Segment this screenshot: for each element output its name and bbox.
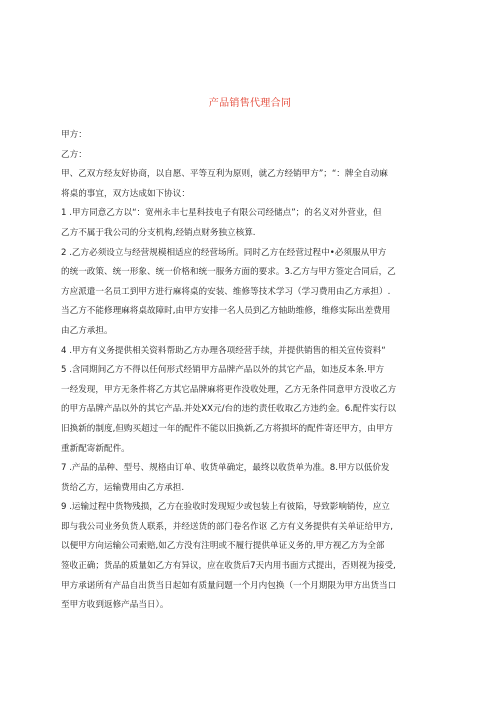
document-line: 的统一政策、统一形象、统一价格和统一服务方面的要求。3.乙方与甲方签定合同后，乙 [61, 267, 396, 278]
document-line: 的甲方品牌产品以外的其它产品.并处XX元/台的违约责任收取乙方违约金。6.配件实行以 [61, 404, 396, 415]
document-title: 产品销售代理合同 [208, 98, 292, 109]
document-line: 2 .乙方必须设立与经营规模相适应的经营场所。同时乙方在经营过程中•必须服从甲方 [61, 247, 387, 258]
document-line: 7 .产品的品种、型号、规格由订单、收货单确定，最终以收货单为准。8.甲方以低价发 [61, 463, 390, 474]
document-line: 将桌的事宜，双方达成如下协议： [61, 188, 190, 199]
document-line: 9 .运输过程中货物残损，乙方在验收时发现短少或包装上有彼陷，导致影响销传，应立 [61, 502, 390, 513]
document-line: 4 .甲方有义务提供相关资料帮助乙方办理各项经营手续，并提供销售的相关宣传资料“ [61, 345, 386, 356]
document-line: 以便甲方向运输公司索赔,如乙方没有注明或不履行提供单证义务的,甲方视乙方为全部 [61, 541, 385, 552]
document-line: 甲、乙双方经友好协商，以自愿、平等互利为原则，就乙方经销甲方”；“：牌全自动麻 [61, 169, 388, 180]
document-line: 乙方： [61, 149, 87, 160]
document-line: 甲方： [61, 130, 87, 140]
document-line: 重新配寄新配件。 [61, 443, 130, 454]
document-line: 货给乙方，运输费用由乙方承担. [61, 482, 185, 493]
document-line: 旧换新的制度,但购买超过一年的配件不能以旧换新,乙方将损坏的配件寄还甲方，由甲方 [61, 423, 394, 434]
document-line: 甲方承诺所有产品自出货当日起如有质量问题一个月内包换（一个月期限为甲方出货当口 [61, 580, 397, 591]
document-line: 签收正确；货品的质量如乙方有异议，应在收货后7天内用书面方式提出，否则视为接受, [61, 561, 396, 572]
document-line: 至甲方收到返修产品当日）。 [61, 600, 169, 611]
document-line: 方应派遣一名员工到甲方进行麻将桌的安装、维修等技术学习（学习费用由乙方承担）. [61, 286, 391, 297]
document-line: 乙方不属于我公司的分支机构,经销点财务独立核算. [61, 227, 256, 238]
document-line: 1 .甲方同意乙方以“：宽州永丰七星科技电子有限公司经储点”；的名义对外营业，但 [61, 208, 382, 219]
document-body [61, 126, 443, 616]
document-line: 当乙方不能修理麻将桌故障时,由甲方安排一名人员到乙方轴助维修，维修实际出差费用 [61, 306, 391, 317]
document-line: 一经发现，甲方无条件将乙方其它品牌麻将更作没收处理，乙方无条件同意甲方没收乙方 [61, 384, 397, 395]
document-line: 即与我公司业务负货人联系，并经送货的部门卷名作讴 乙方有义务提供有关单证给甲方, [61, 521, 394, 532]
document-line: 由乙方承担。 [61, 325, 113, 336]
document-line: 5 .含同期间乙方不得以任何形式经销甲方品牌产品以外的其它产品，如违反本条.甲方 [61, 365, 385, 376]
